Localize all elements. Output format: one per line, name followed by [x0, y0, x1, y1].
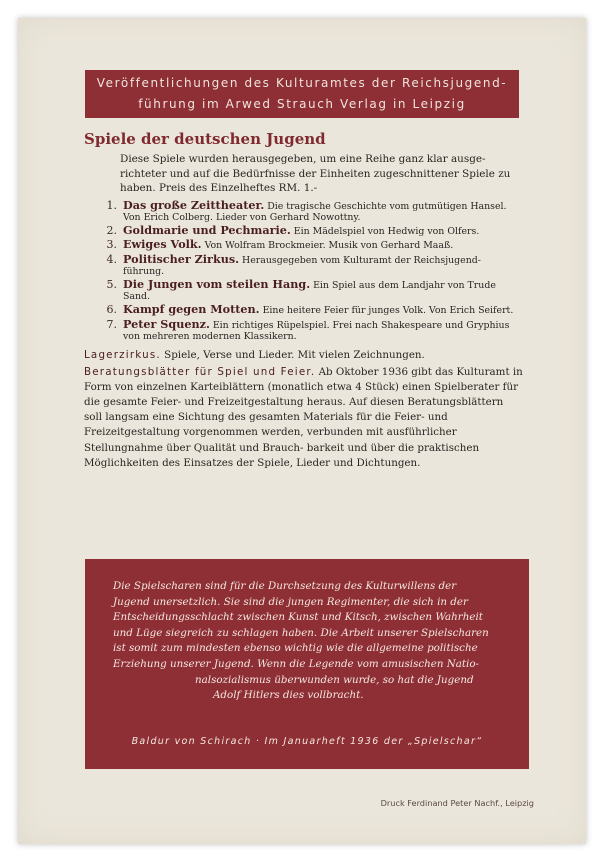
play-description: Ein Mädelspiel von Hedwig von Olfers.: [293, 226, 480, 238]
list-item: [84, 239, 524, 251]
quote-line: und Lüge siegreich zu schlagen haben. Die Arbeit unserer Spielscharen: [113, 626, 489, 639]
quote-line: nalsozialismus überwunden wurde, so hat die Jugend: [195, 673, 474, 686]
printer-imprint: Druck Ferdinand Peter Nachf., Leipzig: [380, 798, 534, 808]
play-title: Kampf gegen Motten.: [123, 302, 260, 317]
list-item: [84, 279, 524, 302]
list-item: [84, 251, 524, 277]
list-item: [84, 225, 524, 237]
quote-line: Die Spielscharen sind für die Durchsetzung des Kulturwillens der: [113, 580, 457, 592]
main-content: [84, 130, 524, 471]
item-number: 6.: [106, 303, 117, 317]
play-description: Ein richtiges Rüpelspiel. Frei nach Shakespeare und Gryphius von mehreren modernen Klassikern.: [123, 319, 510, 342]
item-number: 4.: [106, 252, 117, 266]
play-description: Ein Spiel aus dem Landjahr von Trude Sand.: [123, 280, 496, 303]
play-title: Das große Zeittheater.: [123, 197, 265, 212]
item-number: 7.: [106, 317, 117, 331]
quote-line: Entscheidungsschlacht zwischen Kunst und Kitsch, zwischen Wahrheit: [113, 611, 483, 624]
quote-box: [85, 559, 529, 769]
printed-sheet: [18, 18, 586, 844]
play-title: Politischer Zirkus.: [123, 251, 240, 266]
banner-line-2: führung im Arwed Strauch Verlag in Leipzig: [138, 97, 466, 111]
play-title: Goldmarie und Pechmarie.: [123, 223, 291, 238]
play-description: Von Wolfram Brockmeier. Musik von Gerhard Maaß.: [204, 240, 454, 252]
publisher-banner: [85, 70, 519, 118]
quote-text: [113, 579, 503, 704]
list-item: [84, 304, 524, 316]
section-title: Spiele der deutschen Jugend: [84, 130, 326, 148]
item-number: 5.: [106, 278, 117, 291]
item-number: 2.: [106, 224, 117, 238]
quote-line: Adolf Hitlers dies vollbracht.: [213, 689, 364, 702]
quote-line: Erziehung unserer Jugend. Wenn die Legende vom amusischen Natio-: [113, 657, 480, 670]
quote-line: Jugend unersetzlich. Sie sind die jungen Regimenter, die sich in der: [113, 595, 468, 608]
section-intro: Diese Spiele wurden herausgegeben, um eine Reihe ganz klar ausge- richteter und auf die Bedürfnisse der Einheiten zugeschnittener Spiele zu haben. Preis des Einzelheftes RM. 1.-: [120, 153, 511, 195]
beratung-paragraph: [84, 365, 524, 471]
item-number: 3.: [106, 238, 117, 252]
list-item: [84, 197, 524, 223]
lagerzirkus-paragraph: [84, 348, 524, 363]
list-item: [84, 316, 524, 342]
play-description: Eine heitere Feier für junges Volk. Von Erich Seifert.: [262, 305, 514, 317]
quote-attribution: Baldur von Schirach · Im Januarheft 1936 der „Spielschar“: [131, 736, 483, 747]
quote-line: ist somit zum mindesten ebenso wichtig wie die allgemeine politische: [113, 642, 478, 655]
lagerzirkus-text: Spiele, Verse und Lieder. Mit vielen Zeichnungen.: [164, 349, 425, 362]
play-description: Herausgegeben vom Kulturamt der Reichsjugend- führung.: [123, 254, 481, 277]
item-number: 1.: [106, 198, 117, 212]
play-title: Ewiges Volk.: [123, 237, 202, 252]
lagerzirkus-lead: Lagerzirkus.: [84, 349, 161, 362]
banner-line-1: Veröffentlichungen des Kulturamtes der Reichsjugend-: [96, 76, 508, 90]
plays-list: [84, 197, 524, 342]
beratung-lead: Beratungsblätter für Spiel und Feier.: [84, 366, 316, 379]
play-description: Die tragische Geschichte vom gutmütigen Hansel. Von Erich Colberg. Lieder von Gerhard Nowottny.: [123, 200, 507, 223]
beratung-text: Ab Oktober 1936 gibt das Kulturamt in Form von einzelnen Karteiblättern (monatlich etwa 4 Stück) einen Spielberater für die gesamte Feier- und Freizeitgestaltung heraus. Auf diesen Beratungsblättern soll langsam eine Sichtung des gesamten Materials für die Feier- und Freizeitgestaltung vorgenommen werden, verbunden mit ausführlicher Stellungnahme über Qualität und Brauch- barkeit und über die praktischen Möglichkeiten des Einsatzes der Spiele, Lieder und Dichtungen.: [84, 366, 523, 469]
play-title: Peter Squenz.: [123, 316, 210, 331]
play-title: Die Jungen vom steilen Hang.: [123, 277, 311, 291]
